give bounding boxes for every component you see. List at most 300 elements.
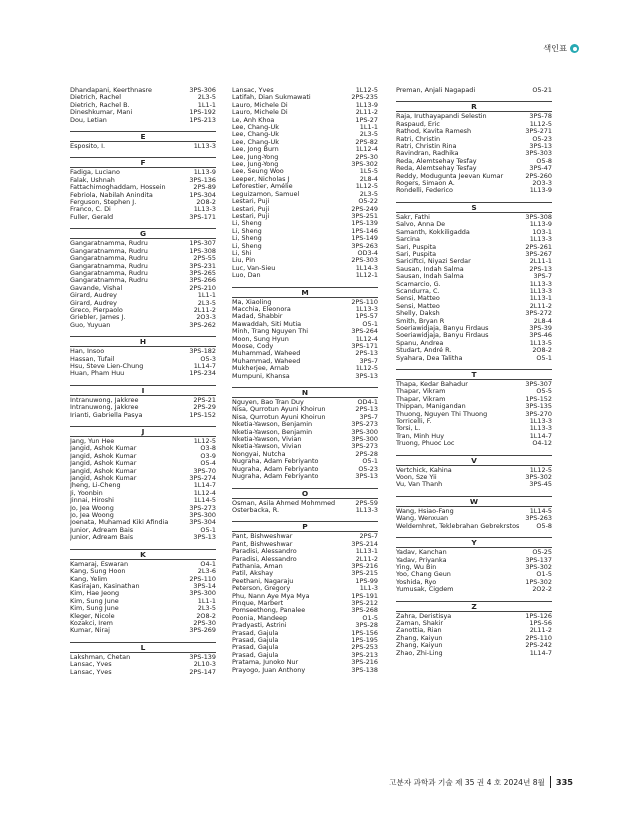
author-name: Ratri, Christin Rina — [396, 143, 457, 151]
author-name: Febriola, Nabilah Anindita — [70, 191, 153, 199]
author-name: Thapar, Vikram — [396, 395, 446, 403]
index-entry — [396, 515, 552, 522]
index-entry — [396, 523, 552, 530]
index-section — [70, 642, 216, 676]
presentation-code: 2L11-2 — [193, 305, 216, 314]
presentation-code: 3PS-13 — [355, 371, 378, 380]
presentation-code: 2PS-110 — [189, 574, 216, 583]
presentation-code: 2L3-5 — [197, 298, 216, 307]
index-entry — [70, 370, 216, 377]
presentation-code: 2L11-1 — [529, 257, 552, 266]
author-name: Gangaratnamma, Rudru — [70, 262, 148, 270]
presentation-code: 3PS-303 — [525, 149, 552, 158]
presentation-code: 3PS-47 — [529, 164, 552, 173]
presentation-code: O5-25 — [532, 548, 552, 557]
author-name: Thuong, Nguyen Thi Thuong — [396, 410, 488, 418]
author-name: Jheng, Li-Cheng — [70, 482, 121, 490]
presentation-code: 1PS-152 — [189, 410, 216, 419]
index-column-1 — [70, 87, 216, 676]
author-name: Tran, Minh Huy — [396, 432, 445, 440]
presentation-code: 1L12-4 — [355, 145, 378, 154]
presentation-code: OD4-1 — [357, 398, 378, 407]
author-name: Samanth, Kokkiligadda — [396, 228, 470, 236]
index-section — [70, 549, 216, 635]
index-entry — [396, 355, 552, 362]
presentation-code: 2PS-7 — [359, 532, 378, 541]
presentation-code: 2L11-2 — [529, 301, 552, 310]
author-name: Ma, Xiaoling — [232, 298, 272, 306]
section-letter-heading: R — [396, 101, 552, 112]
author-name: Dietrich, Rachel B. — [70, 101, 130, 109]
index-section — [232, 521, 378, 674]
presentation-code: 2O3-3 — [196, 313, 216, 322]
presentation-code: 1L12-4 — [355, 334, 378, 343]
index-entry — [396, 128, 552, 135]
author-name: Gangaratnamma, Rudru — [70, 255, 148, 263]
presentation-code: 1L14-5 — [193, 496, 216, 505]
author-name: Lansac, Yves — [70, 661, 112, 669]
index-entry — [396, 411, 552, 418]
author-name: Soeriawidjaja, Banyu Firdaus — [396, 332, 489, 340]
presentation-code: 3PS-274 — [189, 474, 216, 483]
index-entry — [396, 310, 552, 317]
index-entry — [396, 180, 552, 187]
author-name: Raja, Iruthayapandi Selestin — [396, 113, 487, 121]
presentation-code: 1PS-302 — [525, 577, 552, 586]
presentation-code: 3PS-308 — [525, 212, 552, 221]
author-name: Mukherjee, Arnab — [232, 365, 289, 373]
presentation-code: 1L13-9 — [193, 168, 216, 177]
presentation-code: 3PS-300 — [351, 427, 378, 436]
author-name: Gangaratnamma, Rudru — [70, 247, 148, 255]
presentation-code: O5-1 — [536, 353, 552, 362]
index-section — [396, 601, 552, 657]
presentation-code: 1PS-307 — [189, 239, 216, 248]
author-name: Dou, Letian — [70, 116, 107, 124]
author-name: Sariciftci, Niyazi Serdar — [396, 258, 471, 266]
section-letter-heading: N — [232, 387, 378, 398]
section-letter-heading: T — [396, 369, 552, 380]
presentation-code: O5-4 — [200, 459, 216, 468]
section-letter-heading: S — [396, 202, 552, 213]
author-name: Jangid, Ashok Kumar — [70, 445, 137, 453]
author-name: Latifah, Dian Sukmawati — [232, 94, 311, 102]
presentation-code: 2PS-110 — [525, 633, 552, 642]
index-section — [70, 426, 216, 542]
presentation-code: 1L13-3 — [193, 205, 216, 214]
presentation-code: O5-3 — [200, 354, 216, 363]
presentation-code: 3PS-264 — [351, 327, 378, 336]
author-name: Dhandapani, Keerthnasre — [70, 87, 153, 94]
index-section — [232, 488, 378, 515]
footer-divider — [550, 776, 551, 788]
author-name: Vu, Van Thanh — [396, 481, 443, 489]
presentation-code: 3PS-215 — [351, 569, 378, 578]
section-letter-heading: M — [232, 287, 378, 298]
author-name: Preman, Anjali Nagapadi — [396, 87, 476, 94]
presentation-code: 1L13-3 — [529, 424, 552, 433]
presentation-code: 1L1-1 — [359, 123, 378, 132]
author-name: Huan, Pham Huu — [70, 370, 125, 378]
presentation-code: 3PS-306 — [189, 86, 216, 94]
presentation-code: 1L14-3 — [355, 263, 378, 272]
page-footer — [389, 776, 573, 788]
index-entry — [396, 295, 552, 302]
index-entry — [70, 561, 216, 568]
presentation-code: 3PS-262 — [189, 320, 216, 329]
index-section — [396, 202, 552, 362]
section-letter-heading: I — [70, 385, 216, 396]
author-name: Pant, Bishweshwar — [232, 533, 293, 541]
presentation-code: 2PS-89 — [193, 183, 216, 192]
presentation-code: 1L14-5 — [529, 506, 552, 515]
presentation-code: 1L1-1 — [197, 291, 216, 300]
presentation-code: 3PS-307 — [525, 380, 552, 388]
author-name: Sari, Puspita — [396, 250, 437, 258]
author-name: Yumusak, Cigdem — [396, 586, 454, 594]
presentation-code: 3PS-272 — [525, 309, 552, 318]
presentation-code: 1PS-156 — [351, 628, 378, 637]
author-name: Torsi, L. — [396, 425, 421, 433]
presentation-code: 1PS-308 — [189, 246, 216, 255]
author-name: Li, Sheng — [232, 220, 262, 228]
author-name: Li, Sheng — [232, 227, 262, 235]
author-name: Kang, Yelim — [70, 575, 108, 583]
index-entry — [232, 578, 378, 585]
author-name: Jo, Jea Woong — [70, 512, 114, 520]
index-entry — [70, 214, 216, 221]
presentation-code: 2PS-13 — [355, 405, 378, 414]
author-name: Muhammad, Waheed — [232, 350, 301, 358]
author-name: Scandurra, C. — [396, 287, 440, 295]
presentation-code: 1PS-126 — [525, 611, 552, 620]
index-entry — [232, 124, 378, 131]
presentation-code: 1PS-57 — [355, 312, 378, 321]
author-name: Zhao, Zhi-Ling — [396, 649, 443, 657]
author-name: Thapar, Vikram — [396, 388, 446, 396]
author-name: Truong, Phuoc Loc — [396, 440, 455, 448]
index-entry — [396, 332, 552, 339]
index-entry — [232, 507, 378, 514]
author-name: Nugraha, Adam Febriyanto — [232, 473, 319, 481]
section-letter-heading: E — [70, 131, 216, 142]
presentation-code: 1L14-7 — [529, 431, 552, 440]
author-name: Ying, Wu Bin — [396, 563, 437, 571]
presentation-code: 1L14-7 — [193, 361, 216, 370]
index-entry — [232, 473, 378, 480]
index-entry — [70, 453, 216, 460]
presentation-code: 3PS-39 — [529, 323, 552, 332]
author-name: Zahra, Deristisya — [396, 612, 452, 620]
presentation-code: O5-23 — [532, 134, 552, 143]
index-section — [396, 87, 552, 94]
presentation-code: O1-5 — [536, 570, 552, 579]
author-name: Yoshida, Ryo — [396, 578, 437, 586]
author-name: Sensi, Matteo — [396, 302, 440, 310]
author-name: Leeper, Nicholas J — [232, 175, 290, 183]
section-letter-heading: O — [232, 488, 378, 499]
author-name: Spanu, Andrea — [396, 339, 444, 347]
author-name: Nisa, Qurrotun Ayuni Khoirun — [232, 406, 326, 414]
presentation-code: 1PS-191 — [351, 591, 378, 600]
presentation-code: 1L12-1 — [355, 271, 378, 280]
presentation-code: 2PS-235 — [351, 93, 378, 102]
author-name: Yadav, Priyanka — [396, 556, 447, 564]
index-section — [70, 336, 216, 378]
author-name: Vertchick, Kahina — [396, 466, 452, 474]
presentation-code: 2PS-210 — [189, 283, 216, 292]
author-name: Wang, Wenxuan — [396, 515, 449, 523]
author-name: Studart, André R. — [396, 347, 452, 355]
index-entry — [232, 183, 378, 190]
page-number: 335 — [555, 777, 573, 787]
author-name: Soeriawidjaja, Banyu Firdaus — [396, 324, 489, 332]
presentation-code: 1L14-7 — [529, 648, 552, 657]
author-name: Kleger, Nicole — [70, 612, 115, 620]
author-name: Lee, Chang-Uk — [232, 131, 279, 139]
author-name: Jangid, Ashok Kumar — [70, 467, 137, 475]
index-entry — [396, 642, 552, 649]
author-name: Reddy, Modugunta Jeevan Kumar — [396, 172, 504, 180]
section-letter-heading: Z — [396, 601, 552, 612]
author-name: Irianti, Gabriella Pasya — [70, 411, 143, 419]
index-section — [396, 369, 552, 448]
index-entry — [70, 605, 216, 612]
index-entry — [70, 590, 216, 597]
presentation-code: 2L8-4 — [359, 174, 378, 183]
presentation-code: 1L1-1 — [197, 100, 216, 109]
presentation-code: 1L13-1 — [355, 547, 378, 556]
presentation-code: 3PS-273 — [189, 503, 216, 512]
index-entry — [70, 87, 216, 94]
index-entry — [232, 607, 378, 614]
presentation-code: 3PS-78 — [529, 112, 552, 121]
presentation-code: 2O8-2 — [196, 611, 216, 620]
presentation-code: O1-5 — [362, 613, 378, 622]
author-name: Le, Anh Khoa — [232, 116, 275, 124]
index-entry — [396, 579, 552, 586]
index-section — [396, 101, 552, 194]
index-entry — [232, 406, 378, 413]
presentation-code: 3PS-216 — [351, 561, 378, 570]
author-name: Peethani, Nagaraju — [232, 577, 294, 585]
presentation-code: 3PS-70 — [193, 466, 216, 475]
author-name: Rondelli, Federico — [396, 187, 453, 195]
author-name: Kang, Sung Hoon — [70, 568, 126, 576]
index-entry — [396, 340, 552, 347]
presentation-code: 2PS-253 — [351, 643, 378, 652]
presentation-code: 1PS-146 — [351, 226, 378, 235]
index-entry — [396, 425, 552, 432]
presentation-code: 3PS-267 — [525, 249, 552, 258]
author-name: Paradisi, Alessandro — [232, 555, 297, 563]
author-name: Fadiga, Luciano — [70, 169, 120, 177]
author-name: Ji, Yoonbin — [70, 489, 103, 497]
index-entry — [70, 627, 216, 634]
presentation-code: 1L12-5 — [529, 119, 552, 128]
presentation-code: 3PS-171 — [189, 212, 216, 221]
author-name: Nongyai, Nutcha — [232, 450, 286, 458]
index-entry — [70, 598, 216, 605]
presentation-code: 1L13-9 — [529, 220, 552, 229]
presentation-code: 1PS-234 — [189, 369, 216, 378]
index-entry — [396, 281, 552, 288]
presentation-code: 3PS-14 — [193, 581, 216, 590]
index-entry — [396, 288, 552, 295]
author-name: Kamaraj, Eswaran — [70, 560, 129, 568]
presentation-code: 1L13-3 — [529, 417, 552, 426]
index-entry — [232, 161, 378, 168]
presentation-code: 2PS-82 — [355, 137, 378, 146]
index-entry — [396, 113, 552, 120]
presentation-code: 3PS-46 — [529, 331, 552, 340]
presentation-code: OD3-4 — [357, 248, 378, 257]
author-name: Kim, Hae Jeong — [70, 590, 120, 598]
header-title: 색인표 — [543, 43, 567, 53]
author-name: Lestari, Puji — [232, 212, 270, 220]
author-name: Ratri, Christin — [396, 135, 441, 143]
presentation-code: 1L12-5 — [355, 86, 378, 94]
presentation-code: 1L12-5 — [529, 465, 552, 474]
author-name: Esposito, I. — [70, 143, 106, 151]
author-name: Intranuwong, Jakkree — [70, 404, 139, 412]
presentation-code: O5-8 — [536, 521, 552, 530]
author-name: Weldemhret, Teklebrahan Gebrekrstos — [396, 522, 520, 530]
author-name: Sarcina — [396, 236, 420, 244]
presentation-code: 1L13-3 — [193, 142, 216, 151]
presentation-code: 3PS-13 — [355, 472, 378, 481]
presentation-code: O4-1 — [200, 559, 216, 568]
presentation-code: 2L10-3 — [193, 660, 216, 669]
presentation-code: 2PS-147 — [189, 667, 216, 676]
author-name: Minh, Trang Nguyen Thi — [232, 328, 309, 336]
author-name: Kumar, Niraj — [70, 627, 110, 635]
presentation-code: 1PS-139 — [351, 219, 378, 228]
index-entry — [70, 192, 216, 199]
author-name: Salvo, Anna De — [396, 221, 446, 229]
author-name: Gangaratnamma, Rudru — [70, 240, 148, 248]
presentation-code: 3PS-302 — [525, 562, 552, 571]
index-entry — [396, 173, 552, 180]
author-name: Voon, Sze Yii — [396, 474, 437, 482]
author-name: Nketia-Yawson, Vivian — [232, 443, 302, 451]
presentation-code: 2L3-5 — [359, 130, 378, 139]
index-section — [232, 287, 378, 380]
author-name: Luo, Dan — [232, 272, 261, 280]
section-letter-heading: Y — [396, 537, 552, 548]
author-name: Lestari, Puji — [232, 205, 270, 213]
index-entry — [396, 418, 552, 425]
section-letter-heading: J — [70, 426, 216, 437]
author-name: Guo, Yuyuan — [70, 321, 111, 329]
author-name: Nketia-Yawson, Benjamin — [232, 428, 313, 436]
author-name: Mawaddah, Siti Mutia — [232, 320, 302, 328]
index-section — [232, 87, 378, 280]
author-name: Ravindran, Radhika — [396, 150, 459, 158]
index-entry — [70, 519, 216, 526]
author-name: Sensi, Matteo — [396, 295, 440, 303]
section-letter-heading: W — [396, 496, 552, 507]
index-entry — [70, 307, 216, 314]
presentation-code: 3PS-263 — [525, 514, 552, 523]
section-letter-heading: G — [70, 228, 216, 239]
presentation-code: 3PS-300 — [189, 511, 216, 520]
index-entry — [396, 266, 552, 273]
presentation-code: 1L13-1 — [529, 294, 552, 303]
section-letter-heading: L — [70, 642, 216, 653]
presentation-code: 1L14-7 — [193, 481, 216, 490]
author-name: Zhang, Kaiyun — [396, 634, 443, 642]
author-name: Prasad, Gajula — [232, 629, 279, 637]
index-section — [70, 87, 216, 124]
index-entry — [396, 214, 552, 221]
author-name: Lauro, Michele Di — [232, 109, 288, 117]
author-name: Madad, Shabbir — [232, 313, 283, 321]
presentation-code: 3PS-139 — [189, 652, 216, 661]
presentation-code: 3PS-7 — [359, 412, 378, 421]
presentation-code: 1L13-3 — [355, 304, 378, 313]
author-name: Macchia, Eleonora — [232, 305, 291, 313]
author-name: Moose, Cody — [232, 343, 274, 350]
presentation-code: 2PS-13 — [529, 264, 552, 273]
author-name: Osman, Asila Ahmed Mohmmed — [232, 499, 336, 507]
presentation-code: 3PS-269 — [189, 626, 216, 635]
index-entry — [396, 650, 552, 657]
index-entry — [232, 191, 378, 198]
author-name: Junior, Adream Bais — [70, 534, 134, 542]
author-name: Hsu, Steve Lien-Chung — [70, 362, 144, 370]
index-section — [70, 131, 216, 150]
author-name: Österbacka, R. — [232, 506, 280, 514]
presentation-code: 3PS-265 — [189, 268, 216, 277]
presentation-code: 1PS-195 — [351, 636, 378, 644]
presentation-code: 1PS-99 — [355, 576, 378, 585]
author-name: Lee, Seung Woo — [232, 168, 284, 176]
presentation-code: 3PS-138 — [351, 665, 378, 674]
author-name: Thippan, Manigandan — [396, 403, 466, 411]
section-letter-heading: F — [70, 157, 216, 168]
author-name: Gangaratnamma, Rudru — [70, 269, 148, 277]
presentation-code: 1L1-1 — [197, 596, 216, 605]
presentation-code: 2PS-260 — [525, 171, 552, 180]
author-name: Li, Shi — [232, 249, 252, 257]
presentation-code: 2PS-21 — [193, 395, 216, 404]
author-name: Greco, Pierpaolo — [70, 306, 123, 314]
presentation-code: O5-8 — [536, 156, 552, 165]
index-entry — [70, 445, 216, 452]
presentation-code: 1L12-5 — [193, 437, 216, 445]
author-name: Lee, Chang-Uk — [232, 124, 279, 132]
index-entry — [70, 285, 216, 292]
presentation-code: 2O3-3 — [532, 179, 552, 188]
presentation-code: 3PS-273 — [351, 442, 378, 451]
author-name: Dineshkumar, Mani — [70, 109, 133, 117]
index-entry — [232, 458, 378, 465]
presentation-code: O5-5 — [536, 387, 552, 396]
index-entry — [70, 292, 216, 299]
presentation-code: 2L3-6 — [197, 567, 216, 576]
author-name: Prayogo, Juan Anthony — [232, 666, 306, 674]
journal-citation: 고분자 과학과 기술 제 35 권 4 호 2024년 8월 — [389, 777, 545, 787]
presentation-code: 1L12-5 — [355, 364, 378, 373]
index-entry — [396, 586, 552, 593]
presentation-code: 2L3-5 — [197, 604, 216, 613]
index-entry — [232, 373, 378, 380]
author-name: Nketia-Yawson, Benjamin — [232, 421, 313, 429]
presentation-code: 2PS-249 — [351, 204, 378, 213]
circle-bullet-icon — [570, 44, 579, 53]
page-header — [543, 43, 579, 54]
